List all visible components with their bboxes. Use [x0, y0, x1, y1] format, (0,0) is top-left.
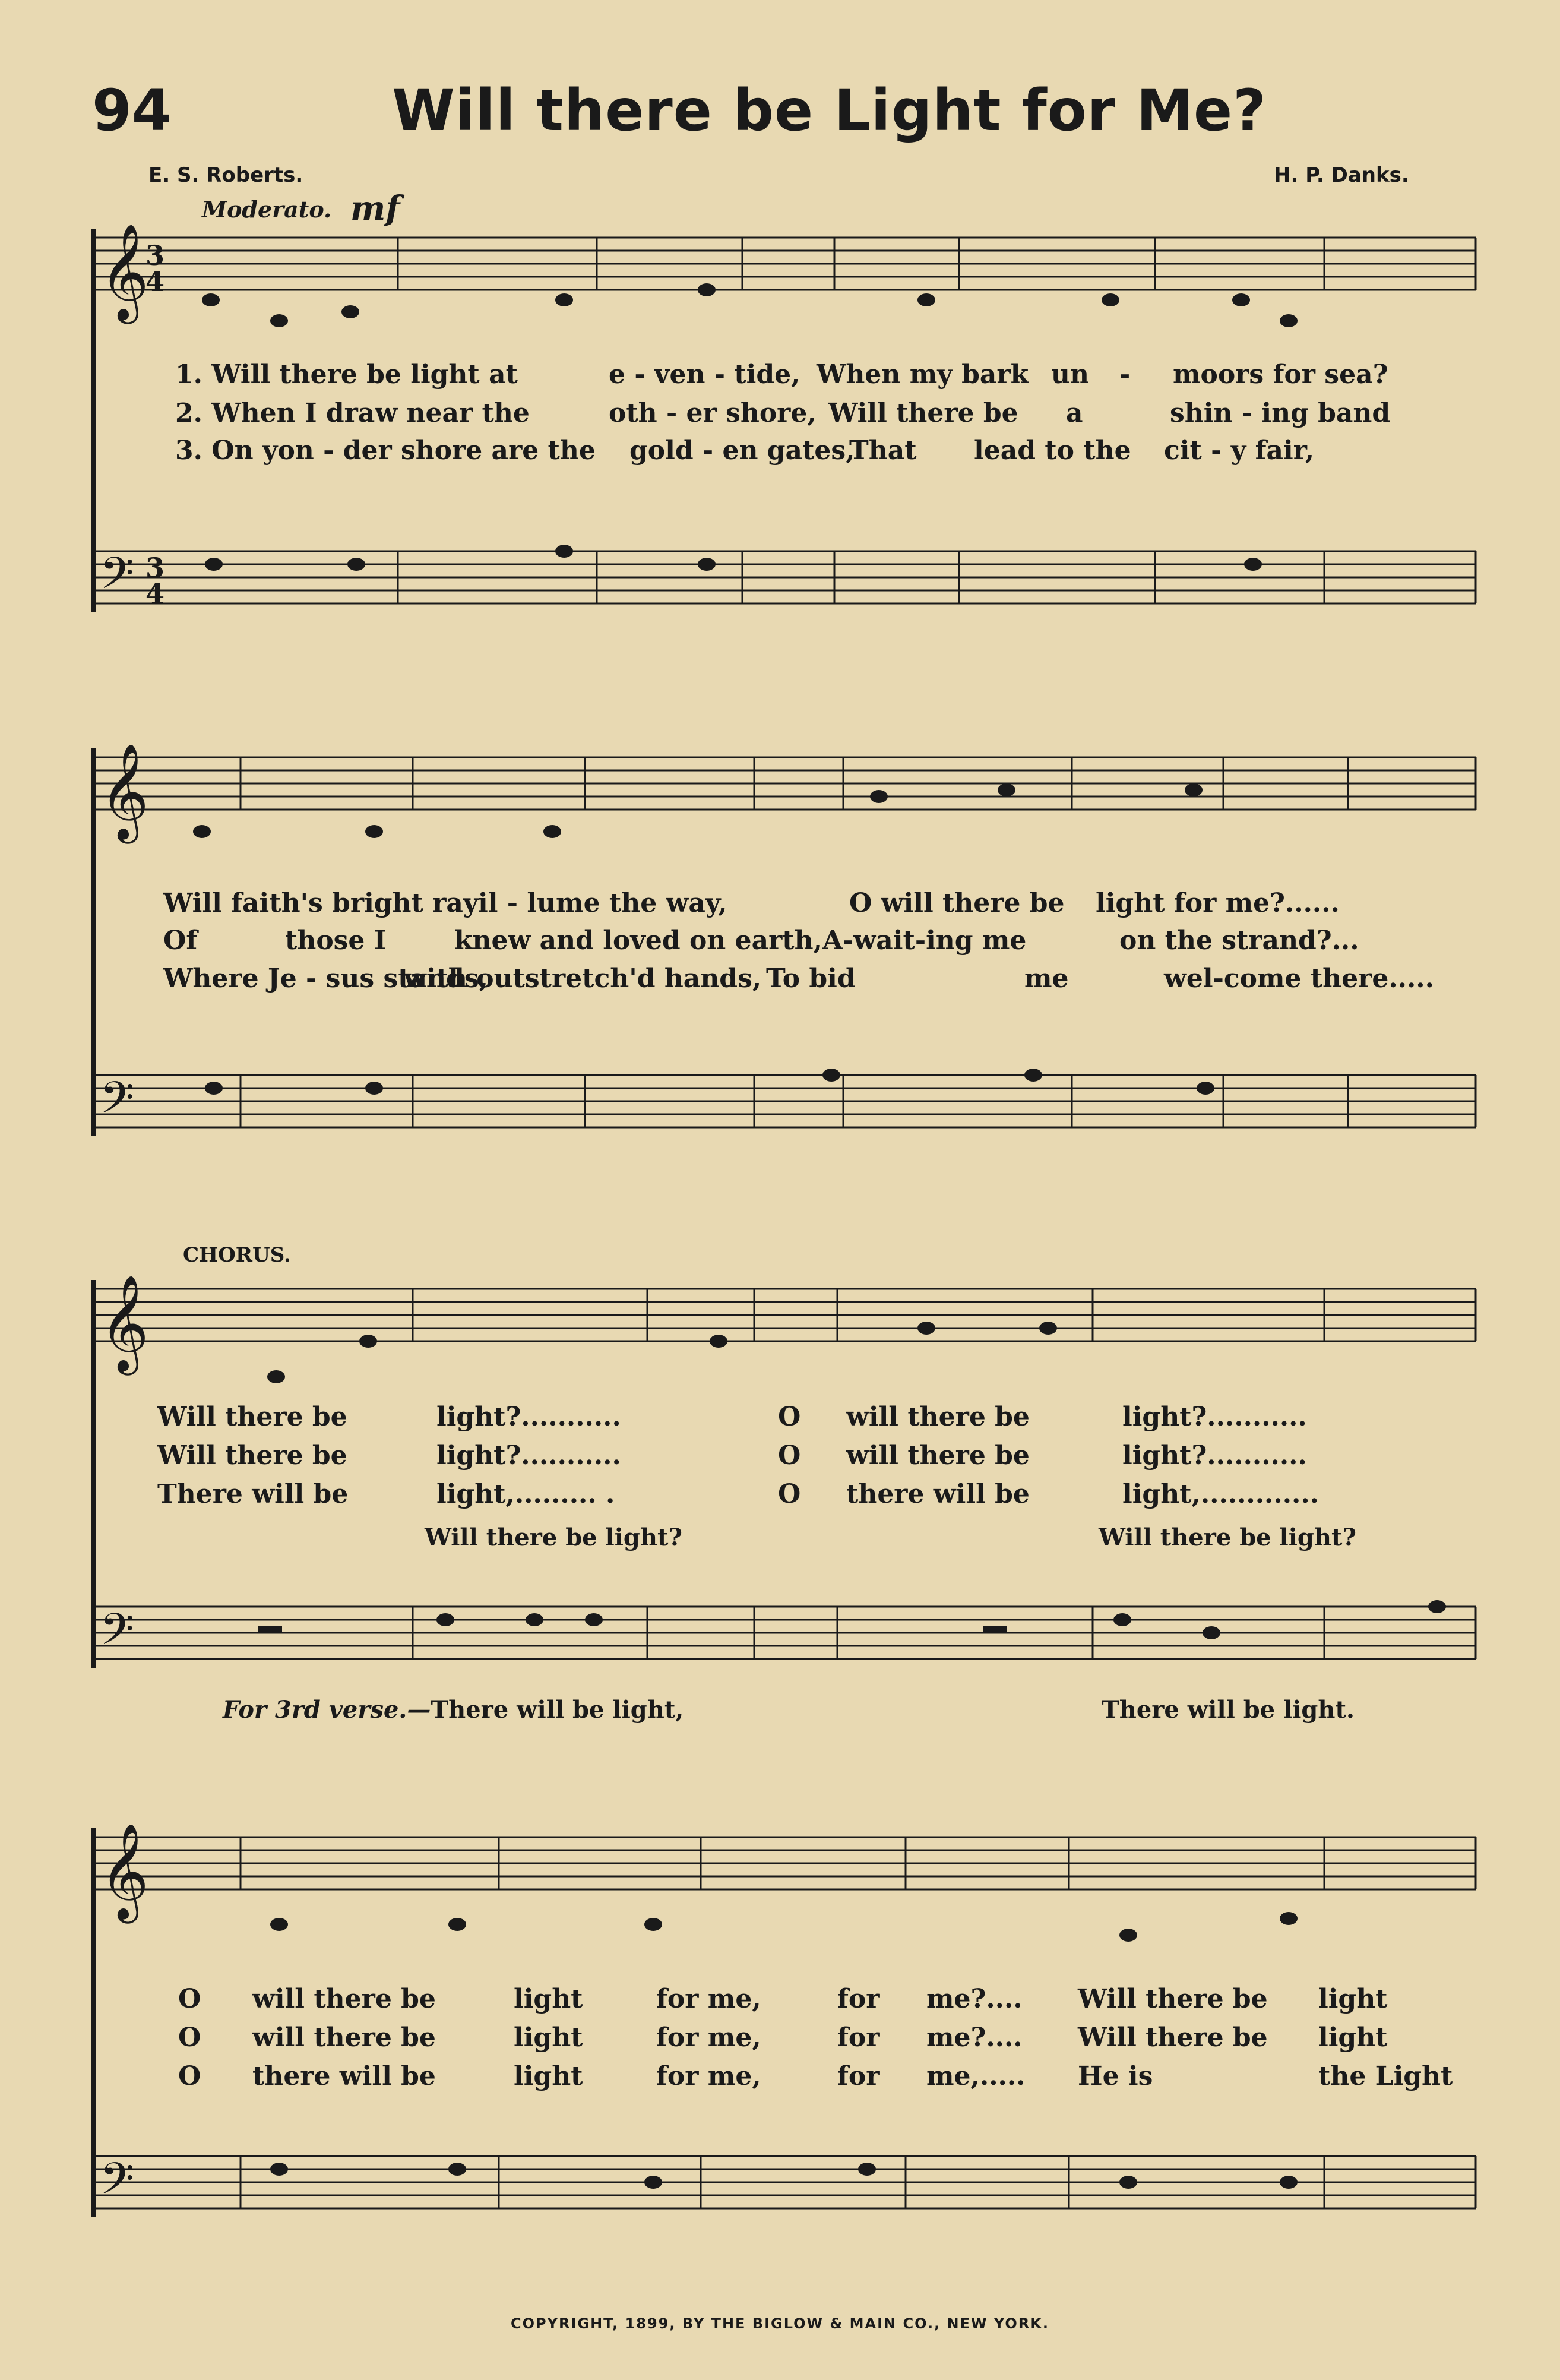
- lyric-segment: those I: [285, 925, 387, 956]
- lyric-segment: will there be: [252, 2022, 436, 2053]
- bass-echo-lyric-2: Will there be light?: [1099, 1524, 1356, 1551]
- lyric-segment: -: [1119, 359, 1131, 390]
- lyric-segment: wel-come there.....: [1164, 963, 1434, 994]
- third-verse-note: [223, 1696, 684, 1724]
- lyric-segment: light?...........: [436, 1440, 621, 1471]
- lyric-segment: light: [514, 2022, 583, 2053]
- lyric-segment: When my bark: [817, 359, 1029, 390]
- time-signature-bottom: 4: [145, 266, 165, 298]
- lyric-segment: will there be: [846, 1440, 1030, 1471]
- third-verse-label: For 3rd verse.—: [223, 1696, 431, 1724]
- lyric-segment: e - ven - tide,: [609, 359, 800, 390]
- staff-system-1-treble: [96, 238, 1476, 290]
- lyric-segment: il - lume the way,: [478, 888, 727, 918]
- treble-clef-icon: 𝄞: [100, 223, 149, 320]
- time-signature-top: 3: [145, 552, 165, 584]
- lyric-segment: for: [837, 2022, 880, 2053]
- chorus-label: CHORUS.: [183, 1243, 291, 1267]
- lyric-segment: A-wait-ing me: [822, 925, 1027, 956]
- lyric-segment: O: [178, 2022, 201, 2053]
- lyric-segment: for: [837, 1984, 880, 2014]
- dynamic-marking: mf: [350, 189, 400, 228]
- lyric-segment: un: [1051, 359, 1089, 390]
- lyric-segment: Of: [163, 925, 198, 956]
- composer-credit: H. P. Danks.: [1274, 163, 1409, 187]
- third-verse-lyric-2: There will be light.: [1102, 1696, 1355, 1724]
- lyric-segment: 2. When I draw near the: [175, 398, 530, 428]
- lyric-segment: for me,: [656, 2022, 761, 2053]
- lyric-segment: Will faith's bright ray: [163, 888, 479, 918]
- lyric-segment: light: [1318, 2022, 1388, 2053]
- lyric-segment: Will there be: [1078, 2022, 1268, 2053]
- lyric-segment: with outstretch'd hands,: [404, 963, 762, 994]
- lyric-segment: light: [514, 2061, 583, 2091]
- lyric-segment: That: [849, 435, 917, 466]
- bass-clef-icon: 𝄢: [100, 1604, 134, 1666]
- staff-system-3-treble: [96, 1289, 1476, 1341]
- lyric-segment: Will there be: [1078, 1984, 1268, 2014]
- lyric-segment: a: [1066, 398, 1083, 428]
- staff-system-2-bass: [96, 1075, 1476, 1127]
- lyric-segment: light: [1318, 1984, 1388, 2014]
- lyric-segment: gold - en gates,: [629, 435, 855, 466]
- lyric-segment: light?...........: [1122, 1440, 1307, 1471]
- lyric-segment: will there be: [252, 1984, 436, 2014]
- lyric-segment: the Light: [1318, 2061, 1453, 2091]
- lyric-segment: 3. On yon - der shore are the: [175, 435, 596, 466]
- treble-clef-icon: 𝄞: [100, 743, 149, 840]
- lyric-segment: There will be: [157, 1479, 349, 1509]
- lyric-segment: knew and loved on earth,: [454, 925, 822, 956]
- lyric-segment: O: [778, 1440, 801, 1471]
- staff-system-4-bass: [96, 2156, 1476, 2208]
- lyric-segment: for me,: [656, 1984, 761, 2014]
- rests: [258, 1626, 1007, 1633]
- staff-system-3-bass: [96, 1607, 1476, 1659]
- clefs: [100, 223, 164, 2215]
- lyric-segment: there will be: [252, 2061, 436, 2091]
- lyric-segment: there will be: [846, 1479, 1030, 1509]
- noteheads: [193, 283, 1446, 2189]
- lyric-segment: on the strand?...: [1119, 925, 1359, 956]
- lyric-segment: light?...........: [436, 1402, 621, 1432]
- lyric-segment: O: [178, 2061, 201, 2091]
- time-signature-top: 3: [145, 239, 165, 271]
- lyric-segment: will there be: [846, 1402, 1030, 1432]
- tempo-marking: Moderato.: [202, 196, 332, 223]
- lyric-segment: me,.....: [926, 2061, 1026, 2091]
- copyright-notice: COPYRIGHT, 1899, BY THE BIGLOW & MAIN CO., NEW YORK.: [510, 2315, 1049, 2332]
- page-title: Will there be Light for Me?: [392, 77, 1267, 144]
- lyric-segment: O: [778, 1402, 801, 1432]
- bass-echo-lyric-1: Will there be light?: [425, 1524, 682, 1551]
- lyric-segment: for: [837, 2061, 880, 2091]
- treble-clef-icon: 𝄞: [100, 1823, 149, 1920]
- lyric-segment: Will there be: [828, 398, 1018, 428]
- treble-clef-icon: 𝄞: [100, 1275, 149, 1371]
- lyric-segment: moors for sea?: [1173, 359, 1388, 390]
- staff-system-2-treble: [96, 757, 1476, 810]
- lyric-segment: Where Je - sus stands,: [163, 963, 488, 994]
- lyric-segment: cit - y fair,: [1164, 435, 1315, 466]
- staff-system-4-treble: [96, 1837, 1476, 1889]
- lyric-segment: me: [1024, 963, 1069, 994]
- lyric-segment: shin - ing band: [1170, 398, 1391, 428]
- time-signature-bottom: 4: [145, 578, 165, 610]
- lyric-segment: oth - er shore,: [609, 398, 817, 428]
- lyric-segment: To bid: [766, 963, 856, 994]
- lyric-segment: O: [778, 1479, 801, 1509]
- lyric-segment: me?....: [926, 2022, 1023, 2053]
- bass-clef-icon: 𝄢: [100, 1072, 134, 1134]
- lyric-segment: Will there be: [157, 1440, 347, 1471]
- lyric-segment: 1. Will there be light at: [175, 359, 518, 390]
- lyric-segment: for me,: [656, 2061, 761, 2091]
- lyric-segment: lead to the: [974, 435, 1131, 466]
- lyric-segment: light for me?......: [1096, 888, 1340, 918]
- bass-clef-icon: 𝄢: [100, 2153, 134, 2215]
- lyric-segment: light?...........: [1122, 1402, 1307, 1432]
- lyricist-credit: E. S. Roberts.: [148, 163, 303, 187]
- lyric-segment: He is: [1078, 2061, 1153, 2091]
- lyric-segment: O: [178, 1984, 201, 2014]
- lyric-segment: Will there be: [157, 1402, 347, 1432]
- staff-system-1-bass: [96, 551, 1476, 603]
- lyric-segment: light,......... .: [436, 1479, 615, 1509]
- third-verse-lyric-1: There will be light,: [431, 1696, 684, 1724]
- bass-clef-icon: 𝄢: [100, 548, 134, 610]
- lyric-segment: me?....: [926, 1984, 1023, 2014]
- lyric-segment: light,.............: [1122, 1479, 1319, 1509]
- lyric-segment: light: [514, 1984, 583, 2014]
- lyric-segment: O will there be: [849, 888, 1065, 918]
- page-number: 94: [92, 77, 172, 144]
